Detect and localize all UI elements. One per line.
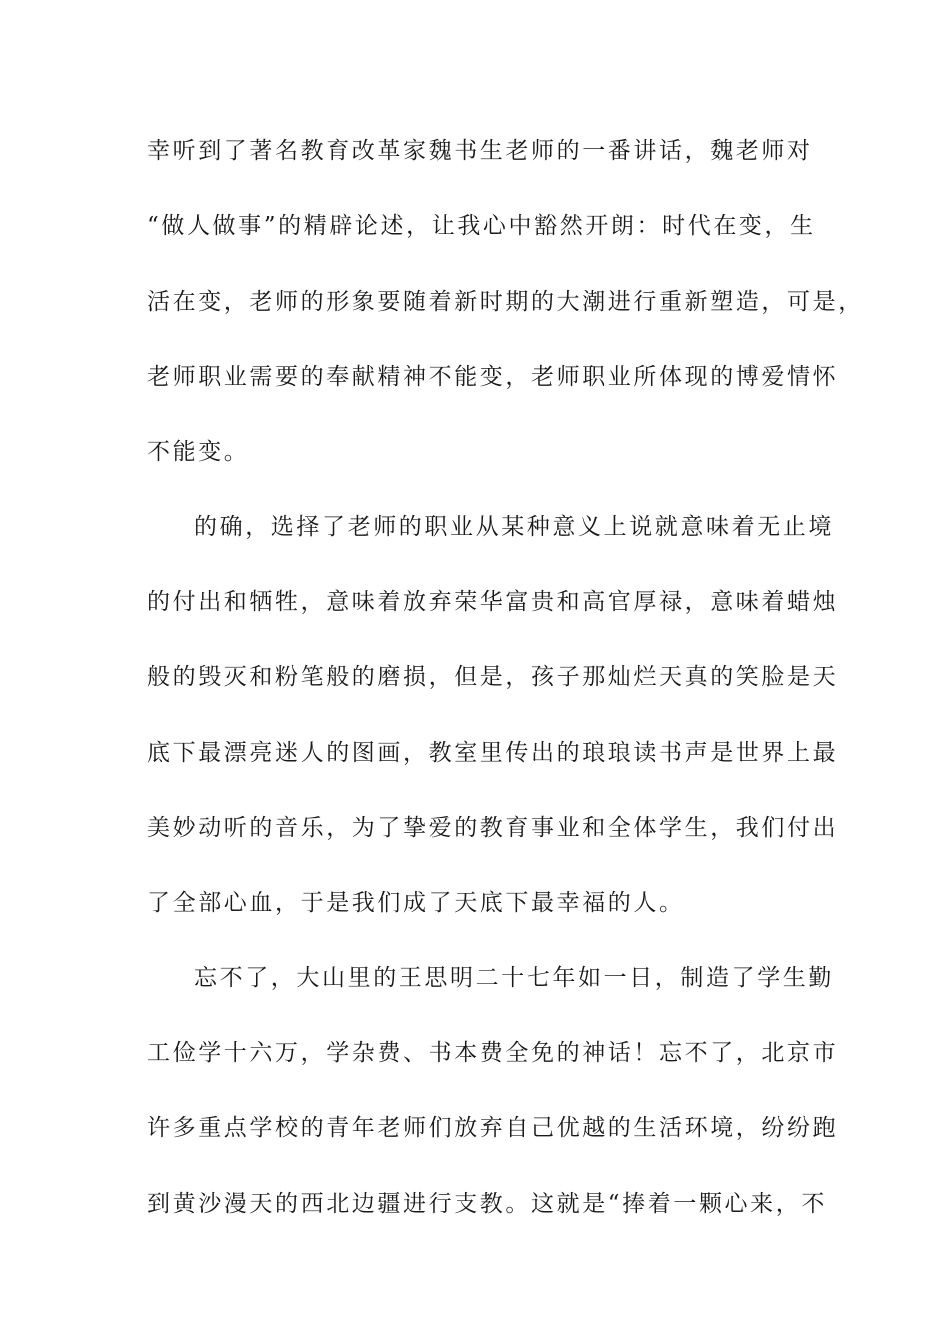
- text-line: 不能变。: [147, 439, 250, 465]
- text-line: 到黄沙漫天的西北边疆进行支教。这就是“捧着一颗心来，不: [147, 1191, 827, 1217]
- text-line: 老师职业需要的奉献精神不能变，老师职业所体现的博爱情怀: [147, 364, 839, 390]
- text-line: 般的毁灭和粉笔般的磨损，但是，孩子那灿烂天真的笑脸是天: [147, 664, 839, 690]
- paragraph-first-line: 的确，选择了老师的职业从某种意义上说就意味着无止境: [194, 514, 834, 540]
- text-line: 幸听到了著名教育改革家魏书生老师的一番讲话，魏老师对: [147, 138, 813, 164]
- text-line: 工俭学十六万，学杂费、书本费全免的神话！忘不了，北京市: [147, 1040, 839, 1066]
- paragraph-first-line: 忘不了，大山里的王思明二十七年如一日，制造了学生勤: [194, 965, 834, 991]
- text-line: 许多重点学校的青年老师们放弃自己优越的生活环境，纷纷跑: [147, 1115, 839, 1141]
- text-line: 美妙动听的音乐，为了挚爱的教育事业和全体学生，我们付出: [147, 815, 839, 841]
- text-line: 活在变，老师的形象要随着新时期的大潮进行重新塑造，可是，: [147, 289, 864, 315]
- text-line: 底下最漂亮迷人的图画，教室里传出的琅琅读书声是世界上最: [147, 740, 839, 766]
- text-line: “做人做事”的精辟论述，让我心中豁然开朗：时代在变，生: [147, 213, 816, 239]
- text-line: 了全部心血，于是我们成了天底下最幸福的人。: [147, 890, 685, 916]
- text-line: 的付出和牺牲，意味着放弃荣华富贵和高官厚禄，意味着蜡烛: [147, 589, 839, 615]
